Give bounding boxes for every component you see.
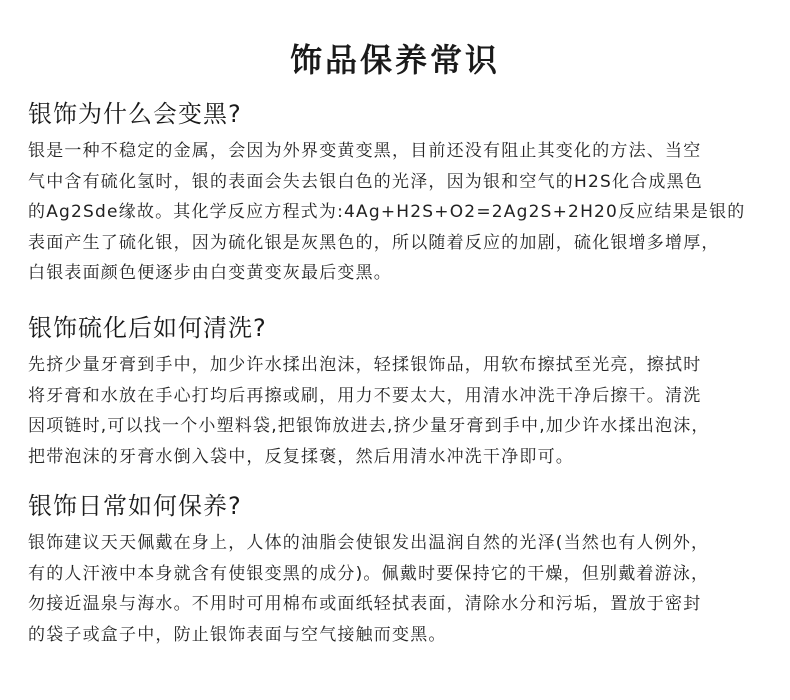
- body-line: 勿接近温泉与海水。不用时可用棉布或面纸轻拭表面，清除水分和污垢，置放于密封: [28, 594, 702, 614]
- section-daily-care: [28, 490, 773, 650]
- section-heading: 银饰日常如何保养?: [28, 492, 242, 520]
- body-line: 因项链时,可以找一个小塑料袋,把银饰放进去,挤少量牙膏到手中,加少许水揉出泡沫，: [28, 416, 710, 436]
- section-body: [28, 136, 773, 289]
- section-heading: 银饰为什么会变黑?: [28, 100, 242, 128]
- body-line: 表面产生了硫化银，因为硫化银是灰黑色的，所以随着反应的加剧，硫化银增多增厚，: [28, 232, 720, 253]
- body-line: 把带泡沫的牙膏水倒入袋中，反复揉褒，然后用清水冲洗干净即可。: [28, 446, 574, 467]
- page-title: 饰品保养常识: [289, 41, 500, 79]
- section-how-to-clean: [28, 312, 773, 472]
- section-body: [28, 528, 773, 650]
- body-line: 将牙膏和水放在手心打均后再擦或刷，用力不要太大，用清水冲洗干净后擦干。清洗: [28, 385, 702, 406]
- body-line: 的袋子或盒子中，防止银饰表面与空气接触而变黑。: [28, 624, 447, 645]
- body-line: 气中含有硫化氢时，银的表面会失去银白色的光泽，因为银和空气的H2S化合成黑色: [28, 171, 703, 192]
- section-why-silver-darkens: [28, 98, 773, 289]
- section-heading: 银饰硫化后如何清洗?: [28, 314, 267, 342]
- body-line: 先挤少量牙膏到手中，加少许水揉出泡沫，轻揉银饰品，用软布擦拭至光亮，擦拭时: [28, 355, 702, 375]
- section-body: [28, 350, 773, 472]
- body-line: 的Ag2Sde缘故。其化学反应方程式为:4Ag+H2S+O2=2Ag2S+2H20反应结果是银的: [28, 202, 746, 222]
- body-line: 白银表面颜色便逐步由白变黄变灰最后变黑。: [28, 263, 392, 283]
- body-line: 有的人汗液中本身就含有使银变黑的成分)。佩戴时要保持它的干燥，但别戴着游泳，: [28, 563, 710, 584]
- body-line: 银饰建议天天佩戴在身上，人体的油脂会使银发出温润自然的光泽(当然也有人例外，: [28, 533, 710, 553]
- body-line: 银是一种不稳定的金属，会因为外界变黄变黑，目前还没有阻止其变化的方法、当空: [28, 141, 702, 161]
